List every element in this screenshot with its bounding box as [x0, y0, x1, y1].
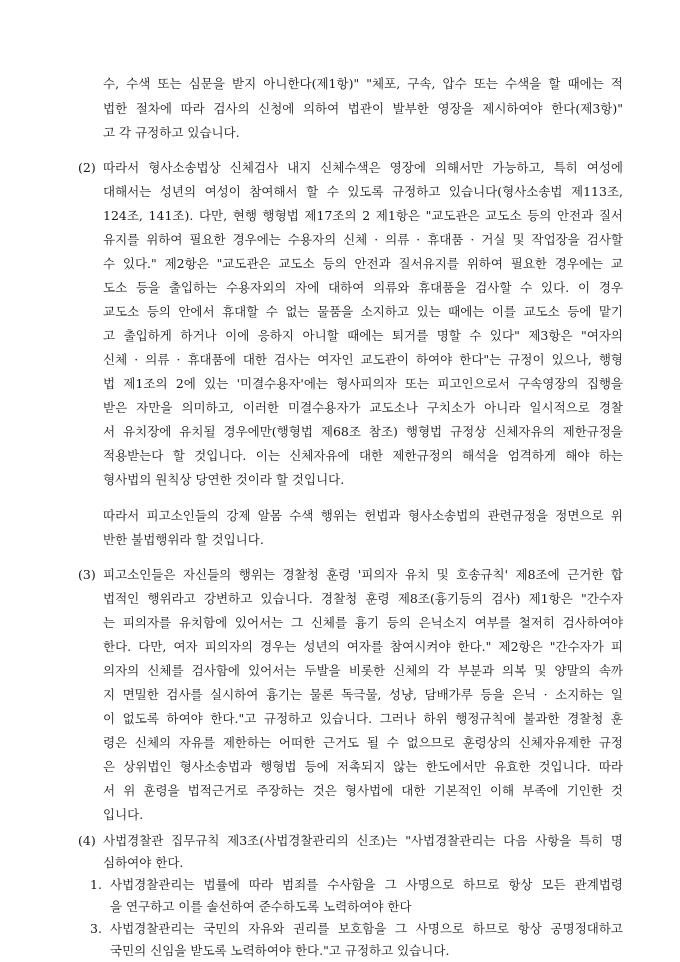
text-line: 따라서 피고소인들의 강제 알몸 수색 행위는 헌법과 형사소송법의 관련규정을 정면으로 위 [103, 508, 623, 523]
text-line: 는 피의자를 유치함에 있어서는 그 신체를 흉기 등의 은닉소지 여부를 철저히 검사하여야 [103, 615, 623, 630]
text-line: 법 제1조의 2에 있는 '미결수용자'에는 형사피의자 또는 피고인으로서 구속영장의 집행을 [103, 376, 623, 391]
text-line: 법한 절차에 따라 검사의 신청에 의하여 법관이 발부한 영장을 제시하여야 한다(제3항)" [103, 101, 623, 116]
text-line: 입니다. [103, 807, 144, 822]
text-line: 을 연구하고 이를 솔선하여 준수하도록 노력하여야 한다 [110, 899, 412, 914]
section-number: (2) [78, 160, 96, 175]
text-line: 지 면밀한 검사를 실시하여 흉기는 물론 독극물, 성냥, 담배가루 등을 은닉 · 소지하는 일 [103, 687, 623, 702]
text-line: 수 있다." 제2항은 "교도관은 교도소 등의 안전과 질서유지를 위하여 필요한 경우에는 교 [103, 256, 623, 271]
text-line: 유지를 위하여 필요한 경우에는 수용자의 신체 · 의류 · 휴대품 · 거실 및 작업장을 검사할 [103, 232, 623, 247]
text-line: 124조, 141조). 다만, 현행 행형법 제17조의 2 제1항은 "교도관은 교도소 등의 안전과 질서 [103, 208, 623, 223]
text-line: 신체 · 의류 · 휴대품에 대한 검사는 여자인 교도관이 하여야 한다"는 규정이 있으나, 행형 [103, 352, 623, 367]
text-line: 고 각 규정하고 있습니다. [103, 125, 240, 140]
text-line: 수, 수색 또는 심문을 받지 아니한다(제1항)" "체포, 구속, 압수 또는 수색을 할 때에는 적 [103, 76, 623, 91]
section-number: (3) [78, 567, 96, 582]
text-line: 국민의 신임을 받도록 노력하여야 한다."고 규정하고 있습니다. [110, 943, 450, 958]
text-line: 이 없도록 하여야 한다."고 규정하고 있습니다. 그러나 하위 행정규칙에 불과한 경찰청 훈 [103, 711, 623, 726]
text-line: 사법경찰관 집무규칙 제3조(사법경찰관리의 신조)는 "사법경찰관리는 다음 사항을 특히 명 [103, 833, 623, 848]
text-line: 한다. 다만, 여자 피의자의 경우는 성년의 여자를 참여시켜야 한다." 제2항은 "간수자가 피 [103, 639, 623, 654]
text-line: 피고소인들은 자신들의 행위는 경찰청 훈령 '피의자 유치 및 호송규칙' 제8조에 근거한 합 [103, 567, 623, 582]
text-line: 령은 신체의 자유를 제한하는 어떠한 근거도 될 수 없으므로 훈령상의 신체자유제한 규정 [103, 735, 623, 750]
text-line: 서 위 훈령을 법적근거로 주장하는 것은 형사법에 대한 기본적인 이해 부족에 기인한 것 [103, 783, 623, 798]
text-line: 도소 등을 출입하는 수용자외의 자에 대하여 의류와 휴대품을 검사할 수 있다. 이 경우 [103, 280, 623, 295]
text-line: 반한 불법행위라 할 것입니다. [103, 532, 264, 547]
text-line: 적용받는다 할 것입니다. 이는 신체자유에 대한 제한규정의 해석을 엄격하게 해야 하는 [103, 448, 623, 463]
list-item-number: 3. [90, 921, 102, 936]
text-line: 의자의 신체를 검사함에 있어서는 두발을 비롯한 신체의 각 부분과 의복 및 양말의 속까 [103, 663, 623, 678]
text-line: 형사법의 원칙상 당연한 것이라 할 것입니다. [103, 472, 345, 487]
text-line: 사법경찰관리는 법률에 따라 범죄를 수사함을 그 사명으로 하므로 항상 모든 관계법령 [110, 877, 623, 892]
list-item-number: 1. [90, 877, 102, 892]
text-line: 서 유치장에 유치될 경우에만(행형법 제68조 참조) 행형법 규정상 신체자유의 제한규정을 [103, 424, 623, 439]
text-line: 심하여야 한다. [103, 855, 184, 870]
text-line: 대해서는 성년의 여성이 참여해서 할 수 있도록 규정하고 있습니다(형사소송법 제113조, [103, 184, 623, 199]
text-line: 따라서 형사소송법상 신체검사 내지 신체수색은 영장에 의해서만 가능하고, 특히 여성에 [103, 160, 623, 175]
text-line: 은 상위법인 형사소송법과 행형법 등에 저촉되지 않는 한도에서만 유효한 것입니다. 따라 [103, 759, 623, 774]
text-line: 받은 자만을 의미하고, 이러한 미결수용자가 교도소나 구치소가 아니라 일시적으로 경찰 [103, 400, 623, 415]
text-line: 교도소 등의 안에서 휴대할 수 없는 물품을 소지하고 있는 때에는 이를 교도소 등에 맡기 [103, 304, 623, 319]
text-line: 법적인 행위라고 강변하고 있습니다. 경찰청 훈령 제8조(흉기등의 검사) 제1항은 "간수자 [103, 591, 623, 606]
text-line: 사법경찰관리는 국민의 자유와 권리를 보호함을 그 사명으로 하므로 항상 공명정대하고 [110, 921, 623, 936]
section-number: (4) [78, 833, 96, 848]
text-line: 고 출입하게 하거나 이에 응하지 아니할 때에는 퇴거를 명할 수 있다" 제3항은 "여자의 [103, 328, 623, 343]
